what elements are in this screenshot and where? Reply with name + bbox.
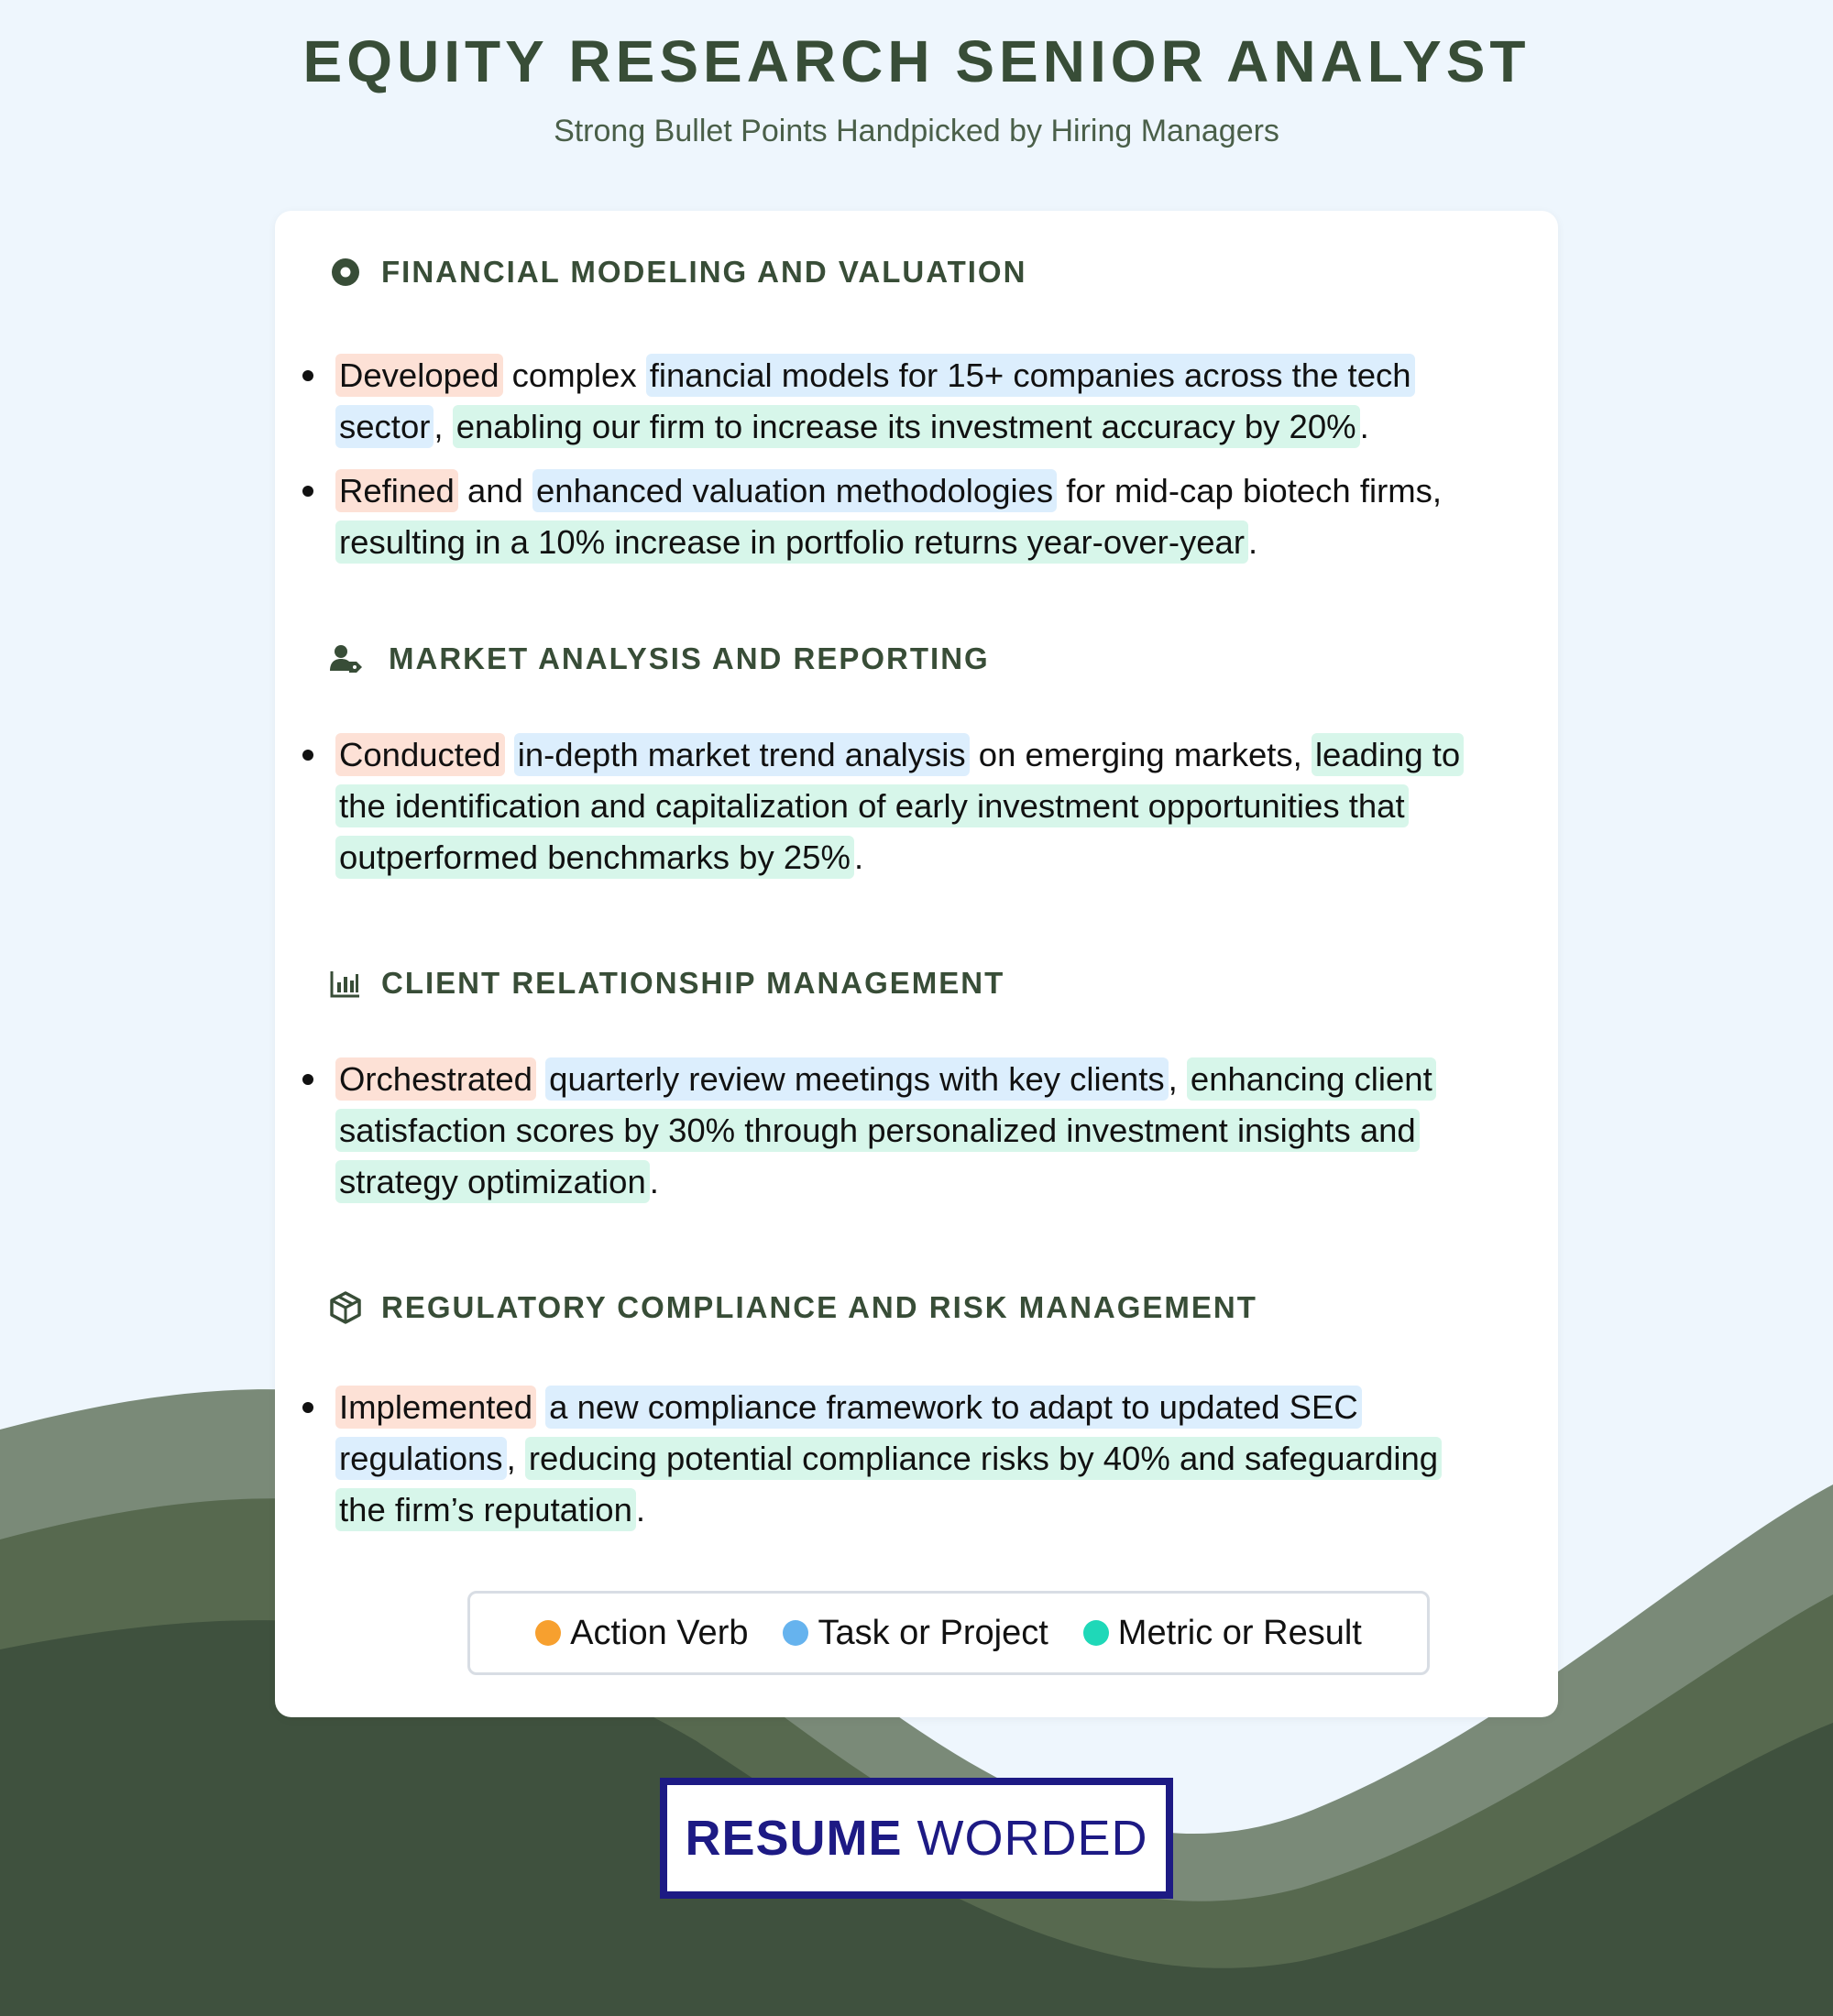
bullet-list [275,350,1558,568]
plain-text: , [506,1440,525,1477]
highlight-legend [467,1591,1430,1675]
cube-icon [328,1290,363,1325]
bullet-item [275,729,1490,883]
bar-chart-icon [328,966,363,1001]
bullet-item [275,350,1490,453]
teal-dot-icon [1083,1620,1109,1646]
logo-bold-text: RESUME [685,1811,903,1866]
section-title: CLIENT RELATIONSHIP MANAGEMENT [381,966,1005,1000]
bullet-list [275,1054,1558,1208]
resume-worded-logo [660,1778,1173,1899]
blue-dot-icon [783,1620,808,1646]
plain-text: and [457,472,532,509]
section-client-relationship [275,962,1558,1208]
section-regulatory-compliance [275,1287,1558,1536]
section-header [275,638,1558,680]
orange-dot-icon [535,1620,561,1646]
plain-text: for mid-cap biotech firms, [1057,472,1443,509]
section-market-analysis [275,638,1558,883]
action-verb: Orchestrated [335,1057,536,1101]
task-or-project: enhanced valuation methodologies [532,469,1057,512]
metric-or-result: enhancing client satisfaction scores by 30% through personalized investment insights and strategy optimization [335,1057,1436,1203]
logo-light-text: WORDED [916,1811,1148,1866]
plain-text: on emerging markets, [969,736,1312,773]
section-header [275,251,1558,293]
plain-text: . [1359,408,1369,445]
section-financial-modeling [275,251,1558,568]
bullet-points-card [275,211,1558,1717]
legend-item-action-verb [535,1614,748,1653]
plain-text: . [635,1491,646,1528]
metric-or-result: leading to the identification and capitalization of early investment opportunities that outperformed benchmarks by 25% [335,733,1464,879]
section-title: REGULATORY COMPLIANCE AND RISK MANAGEMENT [381,1290,1257,1324]
page-title: EQUITY RESEARCH SENIOR ANALYST [302,28,1531,94]
plain-text: . [649,1163,659,1200]
action-verb: Refined [335,469,458,512]
task-or-project: quarterly review meetings with key clients [545,1057,1168,1101]
bullet-list [275,729,1558,883]
legend-label: Metric or Result [1117,1613,1362,1652]
metric-or-result: resulting in a 10% increase in portfolio returns year-over-year [335,520,1248,564]
action-verb: Conducted [335,733,505,776]
plain-text [505,736,514,773]
target-circle-icon [328,255,363,290]
legend-item-metric [1083,1614,1362,1653]
plain-text [536,1060,545,1098]
section-header [275,1287,1558,1329]
bullet-item [275,466,1490,568]
plain-text: , [1168,1060,1187,1098]
plain-text: , [434,408,453,445]
page-subtitle: Strong Bullet Points Handpicked by Hiring Managers [554,114,1279,148]
metric-or-result: reducing potential compliance risks by 40% and safeguarding the firm’s reputation [335,1437,1442,1531]
legend-item-task [783,1614,1048,1653]
action-verb: Developed [335,354,503,397]
plain-text: . [1248,523,1258,561]
action-verb: Implemented [335,1386,536,1429]
section-title: MARKET ANALYSIS AND REPORTING [389,641,990,675]
legend-label: Task or Project [818,1613,1048,1652]
plain-text: . [853,838,864,876]
plain-text [536,1388,545,1426]
legend-label: Action Verb [570,1613,749,1652]
plain-text: complex [502,356,646,394]
section-title: FINANCIAL MODELING AND VALUATION [381,255,1027,289]
task-or-project: a new compliance framework to adapt to updated SEC regulations [335,1386,1362,1480]
bullet-item [275,1054,1490,1208]
section-header [275,962,1558,1004]
task-or-project: in-depth market trend analysis [514,733,970,776]
metric-or-result: enabling our firm to increase its investment accuracy by 20% [453,405,1360,448]
user-tag-icon [328,641,363,676]
task-or-project: financial models for 15+ companies across the tech sector [335,354,1415,448]
bullet-list [275,1382,1558,1536]
bullet-item [275,1382,1490,1536]
